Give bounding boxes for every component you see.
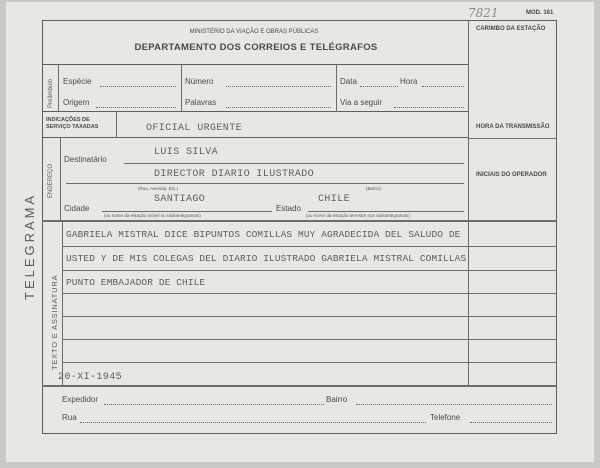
department-title: DEPARTAMENTO DOS CORREIOS E TELÉGRAFOS — [134, 42, 378, 53]
address-line2-value: DIRECTOR DIARIO ILUSTRADO — [154, 169, 315, 180]
telegrama-vertical-label: TELEGRAMA — [22, 192, 37, 300]
right-divider-1 — [468, 138, 557, 139]
preamble-col-divider-1 — [181, 64, 182, 112]
preamble-side-divider — [58, 64, 59, 112]
origem-field[interactable] — [96, 107, 176, 108]
estado-label: Estado — [276, 204, 301, 213]
palavras-label: Palavras — [185, 98, 217, 107]
text-rule-4 — [63, 316, 557, 317]
message-line-3: PUNTO EMBAJADOR DE CHILE — [66, 277, 206, 288]
service-label: INDICAÇÕES DE SERVIÇO TAXADAS — [46, 117, 99, 130]
texto-vertical-label: TEXTO E ASSINATURA — [50, 274, 59, 370]
estado-line — [308, 211, 464, 212]
expedidor-label: Expedidor — [62, 395, 99, 404]
telegram-form — [6, 2, 594, 462]
message-date: 20-XI-1945 — [58, 372, 123, 383]
right-column-divider — [468, 20, 469, 385]
handwritten-number: 7821 — [468, 6, 499, 20]
expedidor-field[interactable] — [104, 404, 324, 405]
text-rule-5 — [63, 339, 557, 340]
hora-field[interactable] — [422, 86, 464, 87]
message-line-1: GABRIELA MISTRAL DICE BIPUNTOS COMILLAS MUY AGRADECIDA DEL SALUDO DE — [66, 229, 461, 240]
cidade-note: (ou nome da estação móvel ou radiotelegramas) — [104, 213, 201, 218]
endereco-vertical-label: ENDEREÇO — [48, 163, 54, 198]
rua-field[interactable] — [80, 422, 426, 423]
rua-label: Rua — [62, 413, 77, 422]
text-rule-2 — [63, 270, 557, 271]
address-side-divider — [60, 138, 61, 220]
preamble-col-divider-2 — [336, 64, 337, 112]
model-stamp: MOD. 161 — [526, 10, 554, 16]
preamble-box — [42, 64, 468, 112]
text-rule-1 — [63, 246, 557, 247]
destinatario-value: LUIS SILVA — [154, 147, 219, 158]
service-divider — [116, 112, 117, 138]
service-value: OFICIAL URGENTE — [146, 123, 243, 134]
bairro-note: (Bairro) — [366, 186, 382, 191]
estado-value: CHILE — [318, 194, 351, 205]
carimbo-label: CARIMBO DA ESTAÇÃO — [476, 26, 546, 32]
cidade-line — [102, 211, 272, 212]
text-rule-6 — [63, 362, 557, 363]
cidade-label: Cidade — [64, 204, 90, 213]
palavras-field[interactable] — [226, 107, 331, 108]
destinatario-label: Destinatário — [64, 155, 107, 164]
estado-note: (ou nome da estação terrestre nos radiotelegramas) — [306, 213, 410, 218]
rua-note: (Rua, Avenida, Etc.) — [138, 186, 178, 191]
message-line-2: USTED Y DE MIS COLEGAS DEL DIARIO ILUSTRADO GABRIELA MISTRAL COMILLAS — [66, 253, 467, 264]
text-top-border — [42, 220, 557, 222]
origem-label: Origem — [63, 98, 90, 107]
numero-field[interactable] — [226, 86, 331, 87]
bairro-footer-field[interactable] — [356, 404, 552, 405]
especie-label: Espécie — [63, 77, 92, 86]
bairro-footer-label: Bairro — [326, 395, 348, 404]
text-side-divider — [62, 220, 63, 385]
hora-label: Hora — [400, 77, 418, 86]
footer-top-border — [42, 385, 557, 387]
numero-label: Número — [185, 77, 214, 86]
address-line2 — [66, 183, 464, 184]
especie-field[interactable] — [100, 86, 176, 87]
text-rule-3 — [63, 293, 557, 294]
telefone-label: Telefone — [430, 413, 461, 422]
iniciais-label: INICIAIS DO OPERADOR — [476, 172, 547, 178]
cidade-value: SANTIAGO — [154, 194, 206, 205]
data-label: Data — [340, 77, 357, 86]
destinatario-line — [124, 163, 464, 164]
preambulo-vertical-label: Preâmbulo — [48, 78, 54, 108]
via-field[interactable] — [394, 107, 464, 108]
ministry-title: MINISTÉRIO DA VIAÇÃO E OBRAS PÚBLICAS — [189, 29, 319, 35]
telefone-field[interactable] — [470, 422, 552, 423]
via-label: Via a seguir — [340, 98, 383, 107]
data-field[interactable] — [360, 86, 398, 87]
hora-transmissao-label: HORA DA TRANSMISSÃO — [476, 124, 550, 130]
